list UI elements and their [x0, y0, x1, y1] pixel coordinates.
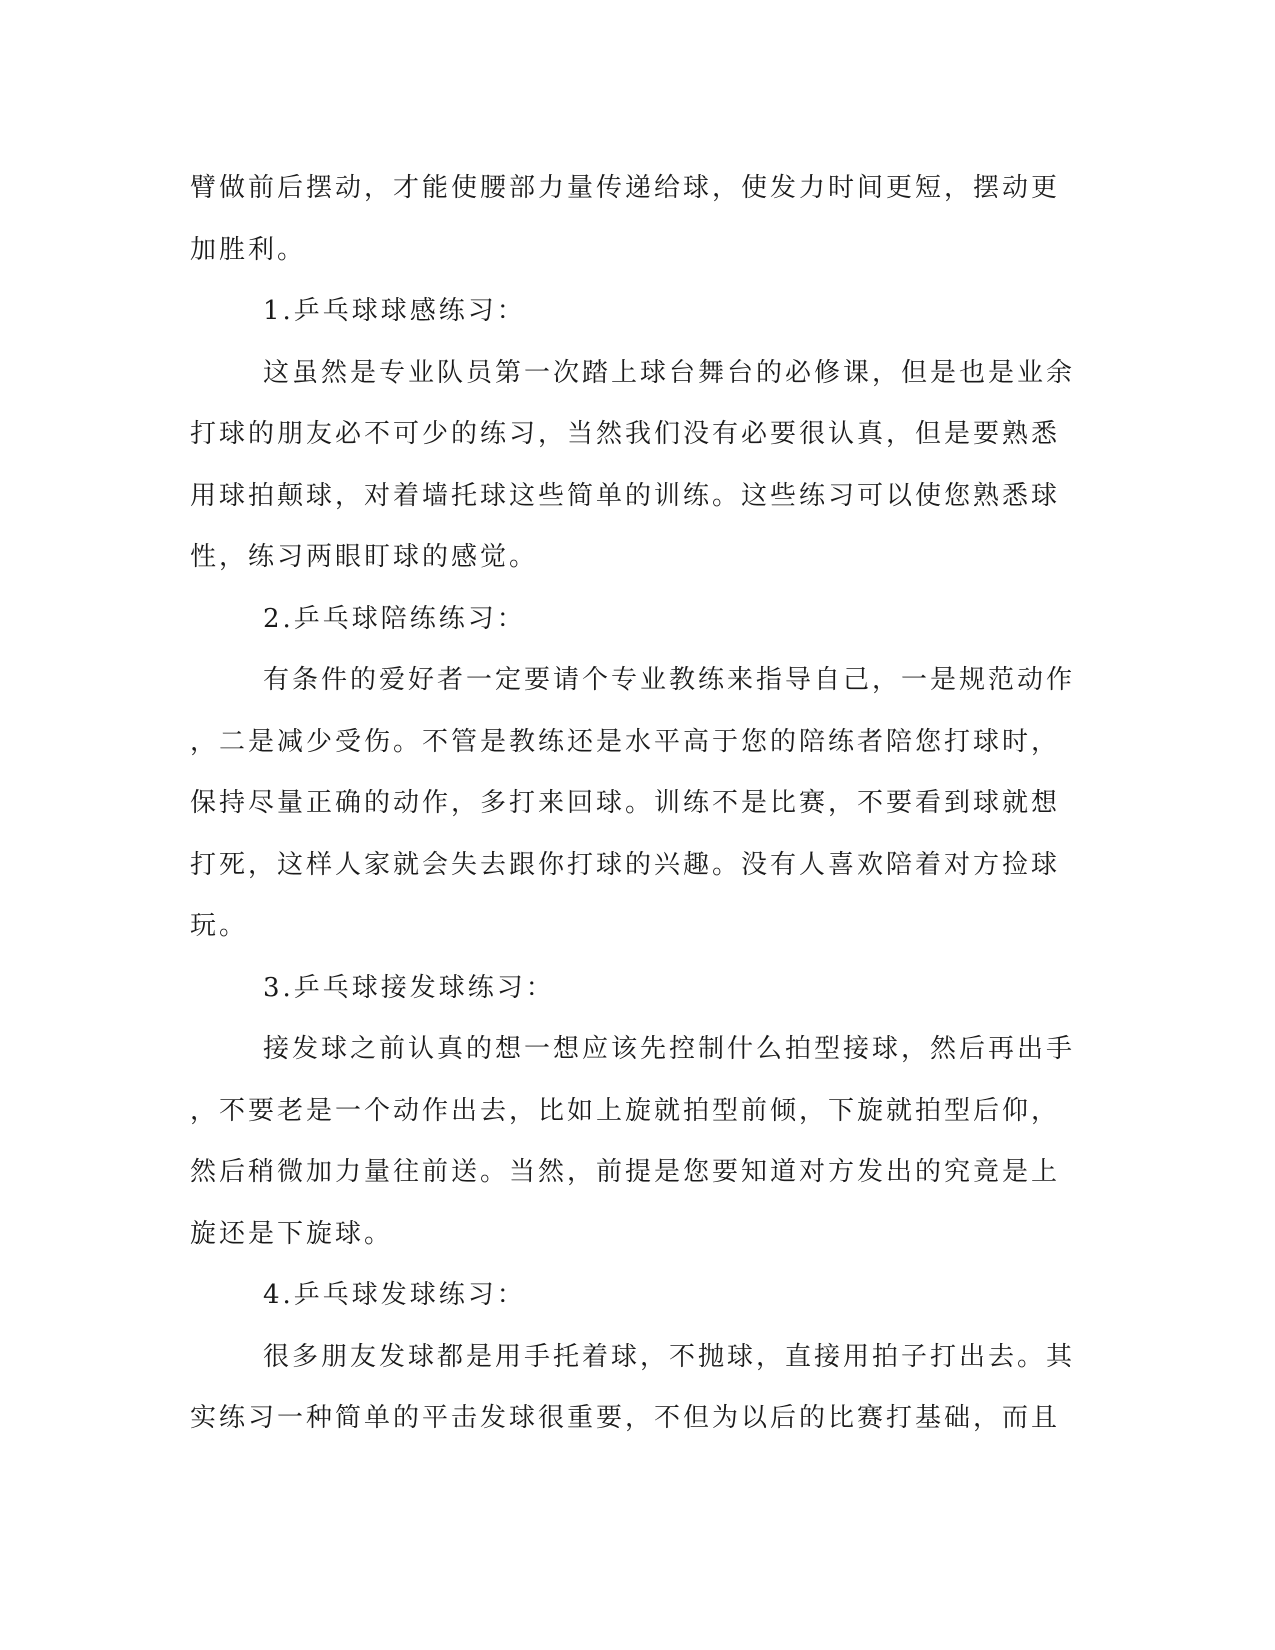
body-line-13: 玩。: [190, 911, 249, 941]
body-line-21: 实练习一种简单的平击发球很重要，不但为以后的比赛打基础，而且: [190, 1403, 1061, 1433]
section-heading-1: 1.乒乓球球感练习：: [263, 296, 526, 326]
body-line-9: 有条件的爱好者一定要请个专业教练来指导自己，一是规范动作: [263, 665, 1076, 695]
body-line-17: 然后稍微加力量往前送。当然，前提是您要知道对方发出的究竟是上: [190, 1157, 1061, 1187]
body-line-11: 保持尽量正确的动作，多打来回球。训练不是比赛，不要看到球就想: [190, 788, 1061, 818]
body-line-20: 很多朋友发球都是用手托着球，不抛球，直接用拍子打出去。其: [263, 1341, 1076, 1372]
body-line-7: 性，练习两眼盯球的感觉。: [190, 542, 539, 572]
body-line-12: 打死，这样人家就会失去跟你打球的兴趣。没有人喜欢陪着对方捡球: [190, 849, 1061, 880]
section-heading-4: 4.乒乓球发球练习：: [263, 1280, 526, 1310]
body-line-6: 用球拍颠球，对着墙托球这些简单的训练。这些练习可以使您熟悉球: [190, 480, 1061, 511]
body-line-10: ，二是减少受伤。不管是教练还是水平高于您的陪练者陪您打球时，: [190, 726, 1061, 757]
section-heading-2: 2.乒乓球陪练练习：: [263, 603, 526, 634]
body-line-15: 接发球之前认真的想一想应该先控制什么拍型接球，然后再出手: [263, 1034, 1076, 1064]
body-line-2: 加胜利。: [190, 234, 307, 265]
body-line-5: 打球的朋友必不可少的练习，当然我们没有必要很认真，但是要熟悉: [190, 419, 1061, 449]
body-line-18: 旋还是下旋球。: [190, 1218, 394, 1249]
body-line-1: 臂做前后摆动，才能使腰部力量传递给球，使发力时间更短，摆动更: [190, 173, 1061, 203]
body-line-4: 这虽然是专业队员第一次踏上球台舞台的必修课，但是也是业余: [263, 357, 1076, 388]
body-line-16: ，不要老是一个动作出去，比如上旋就拍型前倾，下旋就拍型后仰，: [190, 1095, 1061, 1126]
document-body: [190, 158, 1085, 1450]
section-heading-3: 3.乒乓球接发球练习：: [263, 972, 555, 1003]
